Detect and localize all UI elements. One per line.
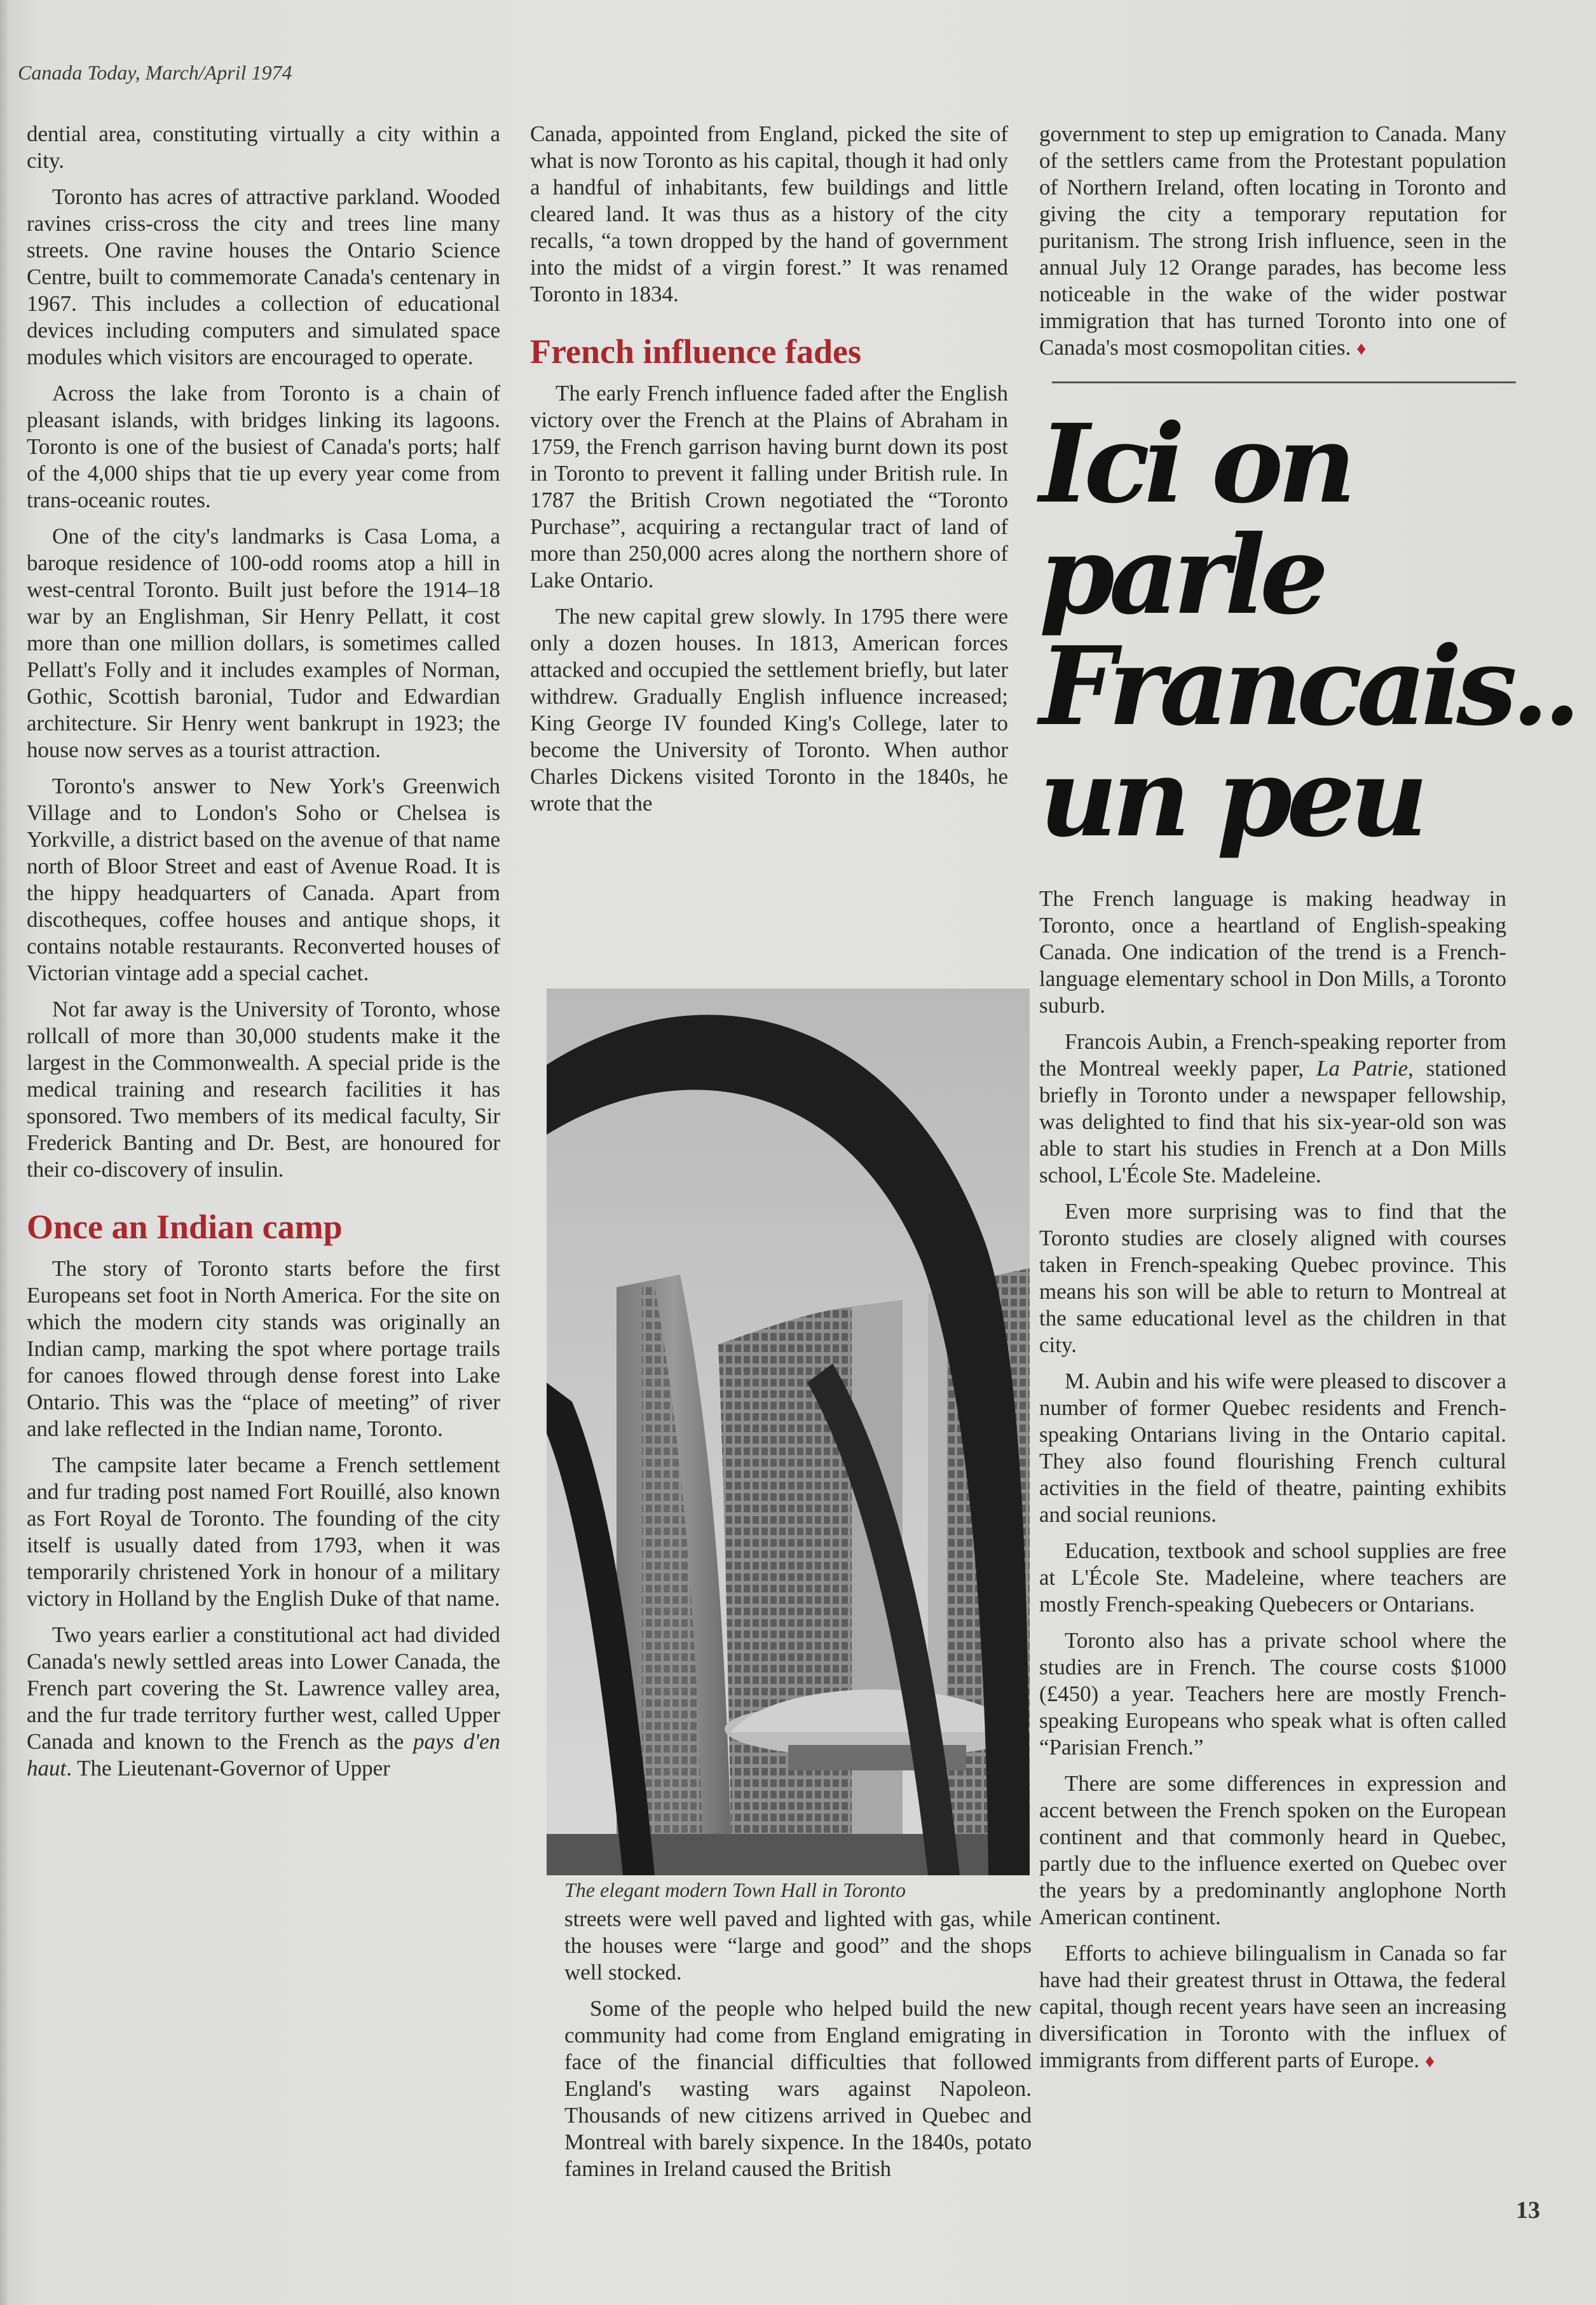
- paragraph: There are some differences in expression and accent between the French spoken on the European continent and that commonly heard in Quebec, partly due to the influence exerted on Quebec over the years by a predominantly anglophone North American continent.: [1039, 1771, 1506, 1929]
- paragraph: streets were well paved and lighted with gas, while the houses were “large and good” and the shops well stocked.: [564, 1906, 1032, 1985]
- column-2-continued: [564, 1906, 1032, 2192]
- paragraph: One of the city's landmarks is Casa Loma, a baroque residence of 100-odd rooms atop a hill in west-central Toronto. Built just before the 1914–18 war by an Englishman, Sir Henry Pellatt, it cost more than one million dollars, is sometimes called Pellatt's Folly and it includes examples of Norman, Gothic, Scottish baronial, Tudor and Edwardian architecture. Sir Henry went bankrupt in 1923; the house now serves as a tourist attraction.: [27, 524, 500, 762]
- paragraph: dential area, constituting virtually a city within a city.: [27, 121, 500, 173]
- title-line-2: Francais..: [1039, 623, 1576, 750]
- column-3: [1039, 121, 1576, 2084]
- subheading-french-influence: French influence fades: [530, 332, 861, 371]
- text-run: . The Lieutenant-Governor of Upper: [66, 1756, 390, 1781]
- paragraph: Education, textbook and school supplies are free at L'École Ste. Madeleine, where teachers are mostly French-speaking Quebecers or Ontarians.: [1039, 1538, 1506, 1617]
- paragraph: Toronto has acres of attractive parkland. Wooded ravines criss-cross the city and trees line many streets. One ravine houses the Ontario Science Centre, built to commemorate Canada's centenary in 1967. This includes a collection of educational devices including computers and simulated space modules which visitors are encouraged to operate.: [27, 184, 500, 369]
- paragraph: M. Aubin and his wife were pleased to discover a number of former Quebec residents and French-speaking Ontarians living in the Ontario capital. They also found flourishing French cultural activities in the field of theatre, painting exhibits and social reunions.: [1039, 1369, 1506, 1527]
- column-1: [27, 121, 500, 1791]
- paragraph: Canada, appointed from England, picked the site of what is now Toronto as his capital, though it had only a handful of inhabitants, few buildings and little cleared land. It was thus as a history of the city recalls, “a town dropped by the hand of government into the midst of a virgin forest.” It was renamed Toronto in 1834.: [530, 121, 1008, 306]
- paragraph: [1039, 1029, 1506, 1189]
- running-head: Canada Today, March/April 1974: [18, 61, 292, 84]
- paragraph: [1039, 1940, 1506, 2075]
- title-line-1: Ici on parle: [1039, 400, 1351, 639]
- text-run: government to step up emigration to Canada. Many of the settlers came from the Protestant population of Northern Ireland, often locating in Toronto and giving the city a temporary reputation for puritanism. The strong Irish influence, seen in the annual July 12 Orange parades, has become less noticeable in the wake of the wider postwar immigration that has turned Toronto into one of Canada's most cosmopolitan cities.: [1039, 121, 1506, 360]
- town-hall-photo: [547, 988, 1030, 1875]
- paragraph: The early French influence faded after the English victory over the French at the Plains of Abraham in 1759, the French garrison having burnt down its post in Toronto to prevent it falling under British rule. In 1787 the British Crown negotiated the “Toronto Purchase”, acquiring a rectangular tract of land of more than 250,000 acres along the northern shore of Lake Ontario.: [530, 381, 1008, 592]
- photo-caption: The elegant modern Town Hall in Toronto: [564, 1878, 906, 1901]
- italic-phrase: pays d'en haut: [27, 1729, 500, 1781]
- paragraph: The story of Toronto starts before the first Europeans set foot in North America. For the site on which the modern city stands was originally an Indian camp, marking the spot where portage trails for canoes flowed through dense forest into Lake Ontario. This was the “place of meeting” of river and lake reflected in the Indian name, Toronto.: [27, 1256, 500, 1441]
- paragraph: The campsite later became a French settlement and fur trading post named Fort Rouillé, also known as Fort Royal de Toronto. The founding of the city itself is usually dated from 1793, when it was temporarily christened York in honour of a military victory in Holland by the English Duke of that name.: [27, 1453, 500, 1611]
- text-run: Francois Aubin, a French-speaking reporter from the Montreal weekly paper,: [1039, 1029, 1506, 1081]
- town-hall-illustration: [547, 988, 1030, 1875]
- paragraph: [27, 1622, 500, 1782]
- text-run: Efforts to achieve bilingualism in Canada so far have had their greatest thrust in Ottawa, the federal capital, though recent years have seen an increasing diversification in Toronto with the influex of immigrants from different parts of Europe.: [1039, 1941, 1506, 2072]
- paragraph: The French language is making headway in Toronto, once a heartland of English-speaking Canada. One indication of the trend is a French-language elementary school in Don Mills, a Toronto suburb.: [1039, 886, 1506, 1018]
- paragraph: Toronto's answer to New York's Greenwich Village and to London's Soho or Chelsea is Yorkville, a district based on the avenue of that name north of Bloor Street and east of Avenue Road. It is the hippy headquarters of Canada. Apart from discotheques, coffee houses and antique shops, it contains notable restaurants. Reconverted houses of Victorian vintage add a special cachet.: [27, 774, 500, 985]
- column-2: [530, 121, 1008, 826]
- paragraph: [1039, 121, 1506, 362]
- title-line-3: un peu: [1039, 734, 1423, 861]
- paragraph: Even more surprising was to find that the Toronto studies are closely aligned with courses taken in French-speaking Quebec province. This means his son will be able to return to Montreal at the same educational level as the children in that city.: [1039, 1199, 1506, 1357]
- paragraph: The new capital grew slowly. In 1795 there were only a dozen houses. In 1813, American forces attacked and occupied the settlement briefly, but later withdrew. Gradually English influence increased; King George IV founded King's College, later to become the University of Toronto. When author Charles Dickens visited Toronto in the 1840s, he wrote that the: [530, 604, 1008, 816]
- article-title: [1039, 400, 1576, 861]
- end-mark-icon: ♦: [1356, 338, 1367, 359]
- paragraph: Toronto also has a private school where the studies are in French. The course costs $1000 (£450) a year. Teachers here are mostly French-speaking Europeans who speak what is often called “Parisian French.”: [1039, 1628, 1506, 1760]
- section-divider: [1052, 381, 1516, 383]
- text-run: Two years earlier a constitutional act had divided Canada's newly settled areas into Lower Canada, the French part covering the St. Lawrence valley area, and the fur trade territory further west, called Upper Canada and known to the French as the: [27, 1622, 500, 1754]
- spine-shadow: [0, 0, 9, 2305]
- text-run: , stationed briefly in Toronto under a newspaper fellowship, was delighted to find that his six-year-old son was able to start his studies in French at a Don Mills school, L'École Ste. Madeleine.: [1039, 1056, 1506, 1187]
- end-mark-icon: ♦: [1424, 2051, 1435, 2072]
- paragraph: Across the lake from Toronto is a chain of pleasant islands, with bridges linking its lagoons. Toronto is one of the busiest of Canada's ports; half of the 4,000 ships that tie up every year come from trans-oceanic routes.: [27, 381, 500, 512]
- italic-phrase: La Patrie: [1316, 1056, 1408, 1081]
- subheading-indian-camp: Once an Indian camp: [27, 1208, 343, 1246]
- page-number: 13: [1516, 2197, 1540, 2224]
- paragraph: Some of the people who helped build the new community had come from England emigrating in face of the financial difficulties that followed England's wasting wars against Napoleon. Thousands of new citizens arrived in Quebec and Montreal with barely sixpence. In the 1840s, potato famines in Ireland caused the British: [564, 1996, 1032, 2181]
- paragraph: Not far away is the University of Toronto, whose rollcall of more than 30,000 students make it the largest in the Commonwealth. A special pride is the medical training and research facilities it has sponsored. Two members of its medical faculty, Sir Frederick Banting and Dr. Best, are honoured for their co-discovery of insulin.: [27, 997, 500, 1182]
